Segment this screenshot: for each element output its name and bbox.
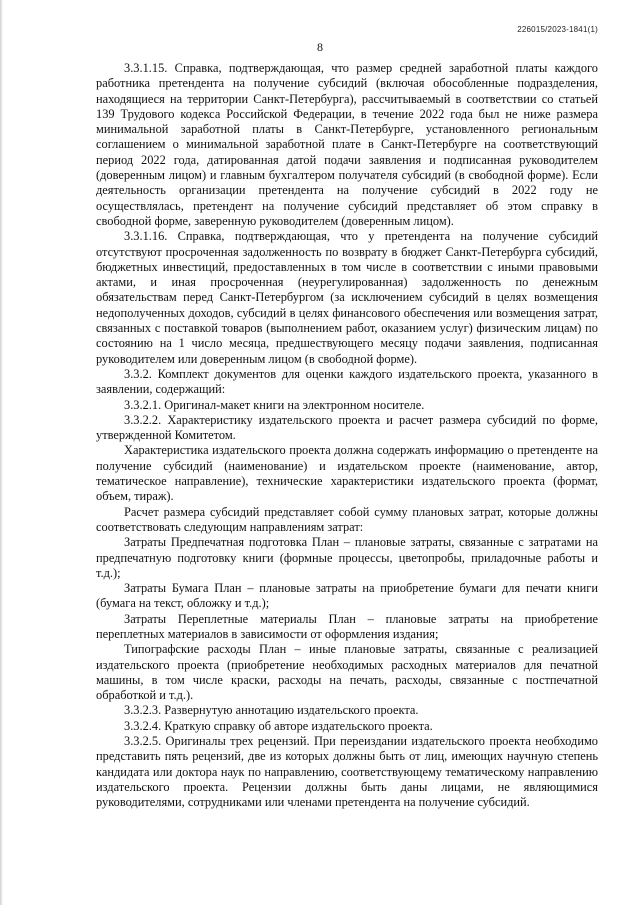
paragraph-3-3-2: 3.3.2. Комплект документов для оценки каждого издательского проекта, указанного в заявлении, содержащий: [96,366,598,397]
paragraph-subsidy-calculation: Расчет размера субсидий представляет собой сумму плановых затрат, которые должны соответствовать следующим направлениям затрат: [96,504,598,534]
document-body [96,61,598,811]
paragraph-3-3-1-15: 3.3.1.15. Справка, подтверждающая, что размер средней заработной платы каждого работника претендента на получение субсидий (включая обособленные подразделения, находящиеся на территории Санкт-Петербурга), рассчитываемый в соответствии со статьей 139 Трудового кодекса Российской Федерации, в течение 2022 года был не ниже размера минимальной заработной платы в Санкт-Петербурге, установленного региональным соглашением о минимальной заработной плате в Санкт-Петербурге на соответствующий период 2022 года, датированная датой подачи заявления и подписанная руководителем (доверенным лицом) и главным бухгалтером получателя субсидий (в свободной форме). Если деятельность организации претендента на получение субсидий в 2022 году не осуществлялась, претендент на получение субсидий представляет об этом справку в свободной форме, заверенную руководителем (доверенным лицом). [96,61,598,228]
paragraph-costs-binding: Затраты Переплетные материалы План – плановые затраты на приобретение переплетных материалов в зависимости от оформления издания; [96,611,598,641]
paragraph-costs-printing: Типографские расходы План – иные плановые затраты, связанные с реализацией издательского проекта (приобретение необходимых расходных материалов для печатной машины, в том числе краски, расходы на печать, расходы, связанные с постпечатной обработкой и т.д.). [96,642,598,703]
paragraph-3-3-2-3: 3.3.2.3. Развернутую аннотацию издательского проекта. [124,703,419,718]
page-number: 8 [317,40,323,54]
document-registration-number: 226015/2023-1841(1) [517,25,598,34]
paragraph-3-3-2-5: 3.3.2.5. Оригиналы трех рецензий. При переиздании издательского проекта необходимо представить пять рецензий, две из которых должны быть от лиц, имеющих научную степень кандидата или доктора наук по направлению, соответствующему тематическому направлению издательского проекта. Рецензии должны быть даны лицами, не являющимися руководителями, сотрудниками или членами претендента на получение субсидий. [96,734,598,810]
paragraph-costs-paper: Затраты Бумага План – плановые затраты на приобретение бумаги для печати книги (бумага на текст, обложку и т.д.); [96,581,598,611]
paragraph-costs-prepress: Затраты Предпечатная подготовка План – плановые затраты, связанные с затратами на предпечатную подготовку книги (формные процессы, цветопробы, приладочные работы и т.д.); [96,535,598,580]
paragraph-3-3-1-16: 3.3.1.16. Справка, подтверждающая, что у претендента на получение субсидий отсутствуют просроченная задолженность по возврату в бюджет Санкт-Петербурга субсидий, бюджетных инвестиций, предоставленных в том числе в соответствии с иными правовыми актами, и иная просроченная (неурегулированная) задолженность по денежным обязательствам перед Санкт-Петербургом (за исключением субсидий в целях возмещения недополученных доходов, субсидий в целях финансового обеспечения или возмещения затрат, связанных с поставкой товаров (выполнением работ, оказанием услуг) физическим лицам) по состоянию на 1 число месяца, предшествующего месяцу подачи заявления, подписанная руководителем или доверенным лицом (в свободной форме). [96,229,598,366]
paragraph-project-characteristics: Характеристика издательского проекта должна содержать информацию о претенденте на получение субсидий (наименование) и издательском проекте (наименование, автор, тематическое направление), технические характеристики издательского проекта (формат, объем, тираж). [96,443,598,504]
paragraph-3-3-2-2: 3.3.2.2. Характеристику издательского проекта и расчет размера субсидий по форме, утвержденной Комитетом. [96,412,598,443]
scan-edge-shadow [0,0,3,905]
paragraph-3-3-2-4: 3.3.2.4. Краткую справку об авторе издательского проекта. [124,718,433,733]
paragraph-3-3-2-1: 3.3.2.1. Оригинал-макет книги на электронном носителе. [124,397,425,412]
